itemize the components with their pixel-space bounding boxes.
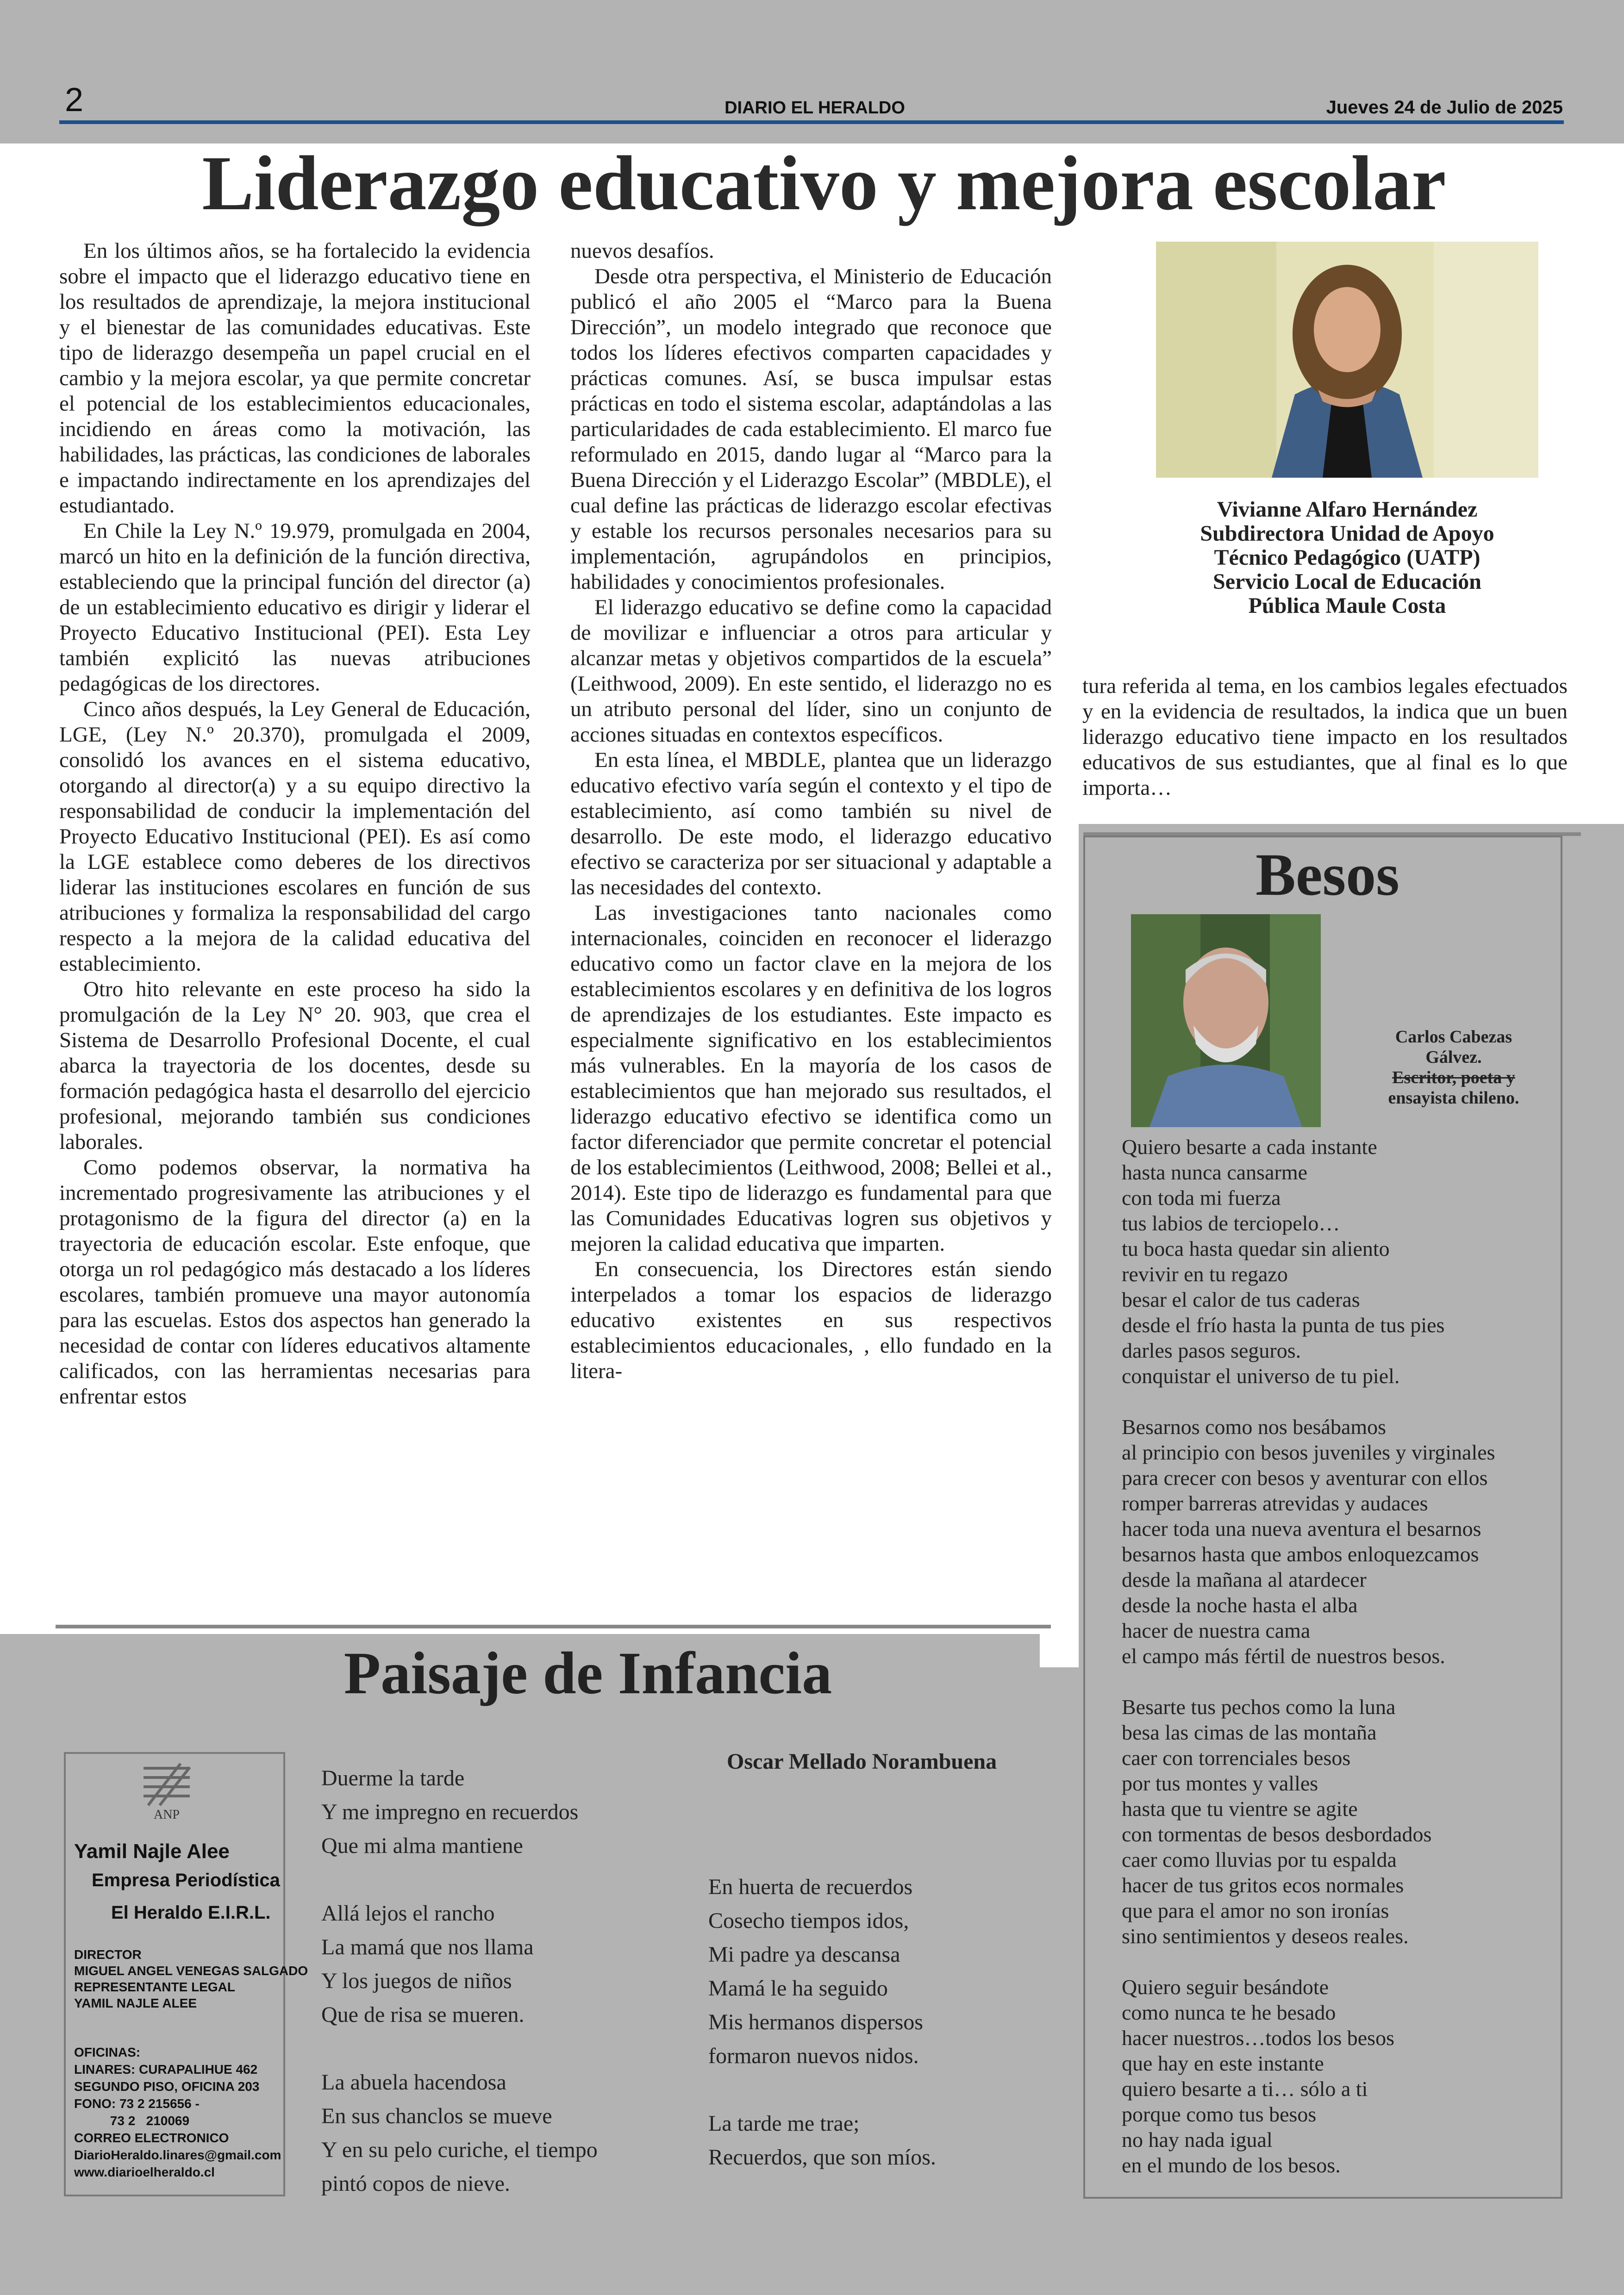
poem-line: en el mundo de los besos. <box>1122 2153 1341 2177</box>
caption-line: Gálvez. <box>1425 1048 1482 1067</box>
poem-line: La tarde me trae; <box>708 2111 860 2136</box>
author-caption <box>1120 498 1574 618</box>
paragraph: En esta línea, el MBDLE, plantea que un liderazgo educativo efectivo varía según el contexto y el tipo de establecimiento, así como también su nivel de desarrollo. De este modo, el liderazgo educativo efectivo se caracteriza por ser situacional y adaptable a las necesidades del contexto. <box>570 748 1052 899</box>
white-notch <box>1040 1634 1079 1667</box>
office-line: OFICINAS: <box>74 2045 141 2059</box>
poem-stanza <box>321 1896 673 2032</box>
besos-title: Besos <box>1255 842 1399 908</box>
newspaper-name: DIARIO EL HERALDO <box>725 98 905 118</box>
office-line: 73 2 210069 <box>74 2114 190 2128</box>
poem-line: Besarte tus pechos como la luna <box>1122 1695 1396 1719</box>
office-line: SEGUNDO PISO, OFICINA 203 <box>74 2079 260 2094</box>
poem-line: hacer nuestros…todos los besos <box>1122 2026 1394 2050</box>
poem-line: besarnos hasta que ambos enloquezcamos <box>1122 1542 1479 1566</box>
page-number: 2 <box>65 81 84 118</box>
poem-stanza <box>1122 1414 1566 1669</box>
poem-line: Y me impregno en recuerdos <box>321 1800 579 1824</box>
caption-line: Carlos Cabezas <box>1395 1027 1512 1047</box>
poem-stanza <box>321 1761 673 1863</box>
poem-line: En huerta de recuerdos <box>708 1875 913 1899</box>
caption-line: Pública Maule Costa <box>1248 593 1446 618</box>
article-column-3 <box>1082 674 1568 801</box>
poem-line: La mamá que nos llama <box>321 1935 534 1959</box>
poem-line: que para el amor no son ironías <box>1122 1899 1389 1922</box>
poem-line: desde la mañana al atardecer <box>1122 1568 1367 1591</box>
poem-line: porque como tus besos <box>1122 2102 1317 2126</box>
website-link[interactable]: www.diarioelheraldo.cl <box>74 2165 215 2179</box>
author-photo <box>1156 242 1538 478</box>
paragraph: Cinco años después, la Ley General de Educación, LGE, (Ley N.º 20.370), promulgada el 2009, consolidó los avances en el sistema educativo, otorgando al director(a) y a su equipo directivo la responsabilidad de conducir la implementación del Proyecto Educativo Institucional (PEI). Es así como la LGE establece como deberes de los directivos liderar las instituciones escolares en función de sus atribuciones y formaliza la responsabilidad del cargo respecto a la mejora de la calidad educativa del establecimiento. <box>59 697 531 976</box>
office-line: CORREO ELECTRONICO <box>74 2131 229 2145</box>
poem-line: Duerme la tarde <box>321 1766 465 1790</box>
poem-line: por tus montes y valles <box>1122 1771 1318 1795</box>
poem-line: el campo más fértil de nuestros besos. <box>1122 1644 1445 1668</box>
poem-line: pintó copos de nieve. <box>321 2171 510 2196</box>
poem-line: quiero besarte a ti… sólo a ti <box>1122 2077 1368 2101</box>
poem-line: formaron nuevos nidos. <box>708 2044 919 2068</box>
caption-line: Subdirectora Unidad de Apoyo <box>1200 521 1494 546</box>
poem-line: como nunca te he besado <box>1122 2001 1336 2024</box>
poem-stanza <box>708 2107 1060 2174</box>
paragraph: nuevos desafíos. <box>570 239 714 263</box>
paragraph: En consecuencia, los Directores están siendo interpelados a tomar los espacios de liderazgo educativo existentes en sus respectivos establecimientos educacionales, , ello fundado en la litera- <box>570 1257 1052 1383</box>
paragraph: Desde otra perspectiva, el Ministerio de Educación publicó el año 2005 el “Marco para la Buena Dirección”, un modelo integrado que reconoce que todos los líderes efectivos comparten capacidades y prácticas comunes. Así, se busca impulsar estas prácticas en todo el sistema escolar, adaptándolas a las particularidades de cada establecimiento. El marco fue reformulado en 2015, dando lugar al “Marco para la Buena Dirección y el Liderazgo Escolar” (MBDLE), el cual define las prácticas de liderazgo escolar efectivas y estable los recursos personales necesarios para su implementación, agrupándolos en principios, habilidades y conocimientos profesionales. <box>570 264 1052 594</box>
poem-line: Que mi alma mantiene <box>321 1834 523 1858</box>
poem-line: Que de risa se mueren. <box>321 2002 525 2027</box>
office-info <box>74 2044 281 2181</box>
caption-line: Técnico Pedagógico (UATP) <box>1214 545 1480 570</box>
header-rule <box>59 120 1564 124</box>
poem-line: Allá lejos el rancho <box>321 1901 495 1926</box>
paisaje-poem-right <box>708 1870 1060 2208</box>
poet-caption <box>1354 1027 1553 1108</box>
article-title: Liderazgo educativo y mejora escolar <box>202 140 1446 226</box>
paragraph: Las investigaciones tanto nacionales como internacionales, coinciden en reconocer el liderazgo educativo como un factor clave en la mejora de los establecimientos escolares y en definitiva de los logros de aprendizajes de los estudiantes. Este impacto es especialmente significativo en los establecimientos más vulnerables. En la mayoría de los casos de establecimientos que han mejorado sus resultados, el liderazgo educativo efectivo se identifica como un factor diferenciador que permite concretar el potencial de los establecimientos (Leithwood, 2008; Bellei et al., 2014). Este tipo de liderazgo es fundamental para que las Comunidades Educativas logren sus objetivos y mejoren la calidad educativa que imparten. <box>570 901 1052 1256</box>
poem-stanza <box>1122 1974 1566 2178</box>
poem-stanza <box>708 1870 1060 2073</box>
poem-line: En sus chanclos se mueve <box>321 2104 552 2128</box>
poet-photo <box>1131 914 1321 1127</box>
paragraph: El liderazgo educativo se define como la capacidad de movilizar e influenciar a otros para articular y alcanzar metas y objetivos compartidos de la escuela” (Leithwood, 2009). En este sentido, el liderazgo no es un atributo personal del líder, sino un conjunto de acciones situadas en contextos específicos. <box>570 595 1052 747</box>
poem-line: Cosecho tiempos idos, <box>708 1908 909 1933</box>
poem-line: romper barreras atrevidas y audaces <box>1122 1491 1428 1515</box>
poem-line: hacer de nuestra cama <box>1122 1619 1311 1642</box>
paisaje-poem-left <box>321 1761 673 2234</box>
poem-line: Besarnos como nos besábamos <box>1122 1415 1387 1439</box>
caption-line: Vivianne Alfaro Hernández <box>1217 497 1478 522</box>
poem-line: hasta que tu vientre se agite <box>1122 1797 1358 1821</box>
poem-line: desde la noche hasta el alba <box>1122 1593 1358 1617</box>
poem-line: al principio con besos juveniles y virginales <box>1122 1441 1495 1464</box>
paragraph: En los últimos años, se ha fortalecido la evidencia sobre el impacto que el liderazgo educativo tiene en los resultados de aprendizaje, la mejora institucional y el bienestar de las comunidades educativas. Este tipo de liderazgo desempeña un papel crucial en el cambio y la mejora escolar, ya que permite concretar el potencial de los establecimientos educacionales, incidiendo en áreas como la motivación, las habilidades, las prácticas, las condiciones de laborales e impactando indirectamente en los aprendizajes del estudiantado. <box>59 239 531 518</box>
poem-stanza <box>321 2065 673 2201</box>
poem-line: hasta nunca cansarme <box>1122 1160 1308 1184</box>
office-line: FONO: 73 2 215656 - <box>74 2096 200 2111</box>
poem-line: La abuela hacendosa <box>321 2070 506 2095</box>
poem-line: conquistar el universo de tu piel. <box>1122 1364 1400 1388</box>
caption-line-struck: Escritor, poeta y <box>1392 1068 1515 1087</box>
poem-line: Mi padre ya descansa <box>708 1942 900 1967</box>
poem-line: Mis hermanos dispersos <box>708 2010 923 2034</box>
company-line-1: Empresa Periodística <box>92 1870 280 1890</box>
owner-name: Yamil Najle Alee <box>74 1840 230 1863</box>
besos-poem <box>1122 1134 1566 2203</box>
email-link[interactable]: DiarioHeraldo.linares@gmail.com <box>74 2148 281 2162</box>
poem-line: Recuerdos, que son míos. <box>708 2145 936 2170</box>
poem-line: Mamá le ha seguido <box>708 1976 888 2001</box>
staff-line: YAMIL NAJLE ALEE <box>74 1996 197 2010</box>
poem-line: para crecer con besos y aventurar con ellos <box>1122 1466 1488 1490</box>
poem-line: tu boca hasta quedar sin aliento <box>1122 1237 1390 1260</box>
staff-line: MIGUEL ANGEL VENEGAS SALGADO <box>74 1964 308 1978</box>
poem-line: Quiero seguir besándote <box>1122 1975 1329 1999</box>
poem-line: que hay en este instante <box>1122 2052 1324 2075</box>
poem-line: Y los juegos de niños <box>321 1969 512 1993</box>
poem-line: Quiero besarte a cada instante <box>1122 1135 1377 1159</box>
poem-line: besar el calor de tus caderas <box>1122 1288 1360 1311</box>
anp-logo-text: ANP <box>153 1808 180 1822</box>
article-column-1 <box>59 238 531 1409</box>
poem-stanza <box>1122 1694 1566 1949</box>
paragraph: Como podemos observar, la normativa ha incrementado progresivamente las atribuciones y el protagonismo de la figura del director (a) en la trayectoria de educación escolar. Este enfoque, que otorga un rol pedagógico más destacado a los líderes escolares, también promueve una mayor autonomía para las escuelas. Estos dos aspectos han generado la necesidad de contar con líderes educativos altamente calificados, con las herramientas necesarias para enfrentar estos <box>59 1155 531 1409</box>
paragraph: tura referida al tema, en los cambios legales efectuados y en la evidencia de resultados, la indica que un buen liderazgo educativo tiene impacto en los resultados educativos de sus estudiantes, que al final es lo que importa… <box>1082 674 1568 800</box>
paisaje-author: Oscar Mellado Norambuena <box>727 1749 997 1774</box>
poem-line: desde el frío hasta la punta de tus pies <box>1122 1313 1445 1337</box>
staff-list <box>74 1946 308 2011</box>
paisaje-title: Paisaje de Infancia <box>344 1640 832 1707</box>
poem-line: hacer toda una nueva aventura el besarnos <box>1122 1517 1481 1540</box>
poem-line: besa las cimas de las montaña <box>1122 1721 1377 1744</box>
paragraph: Otro hito relevante en este proceso ha sido la promulgación de la Ley N° 20. 903, que crea el Sistema de Desarrollo Profesional Docente, el cual abarca la trayectoria de los docentes, desde su formación pedagógica hasta el desarrollo del ejercicio profesional, mejorando también sus condiciones laborales. <box>59 977 531 1154</box>
paragraph: En Chile la Ley N.º 19.979, promulgada en 2004, marcó un hito en la definición de la función directiva, estableciendo que la principal función del director (a) de un establecimiento educativo es dirigir y liderar el Proyecto Educativo Institucional (PEI). Esta Ley también explicitó las nuevas atribuciones pedagógicas de los directores. <box>59 519 531 696</box>
poem-line: hacer de tus gritos ecos normales <box>1122 1873 1404 1897</box>
poem-line: sino sentimientos y deseos reales. <box>1122 1924 1409 1948</box>
poem-line: darles pasos seguros. <box>1122 1339 1301 1362</box>
article-column-2 <box>570 238 1052 1384</box>
section-rule <box>56 1625 1051 1628</box>
company-line-2: El Heraldo E.I.R.L. <box>111 1902 271 1923</box>
office-line: LINARES: CURAPALIHUE 462 <box>74 2062 258 2077</box>
poem-line: con tormentas de besos desbordados <box>1122 1822 1432 1846</box>
poem-line: caer como lluvias por tu espalda <box>1122 1848 1397 1871</box>
caption-line: ensayista chileno. <box>1388 1088 1519 1108</box>
staff-line: DIRECTOR <box>74 1947 142 1962</box>
poem-line: tus labios de terciopelo… <box>1122 1211 1340 1235</box>
poem-line: revivir en tu regazo <box>1122 1262 1288 1286</box>
poem-line: con toda mi fuerza <box>1122 1186 1281 1210</box>
poem-stanza <box>1122 1134 1566 1389</box>
poem-line: no hay nada igual <box>1122 2128 1273 2152</box>
staff-line: REPRESENTANTE LEGAL <box>74 1980 235 1994</box>
poem-line: caer con torrenciales besos <box>1122 1746 1351 1770</box>
caption-line: Servicio Local de Educación <box>1213 569 1481 594</box>
issue-date: Jueves 24 de Julio de 2025 <box>1326 97 1563 118</box>
poem-line: Y en su pelo curiche, el tiempo <box>321 2138 598 2162</box>
